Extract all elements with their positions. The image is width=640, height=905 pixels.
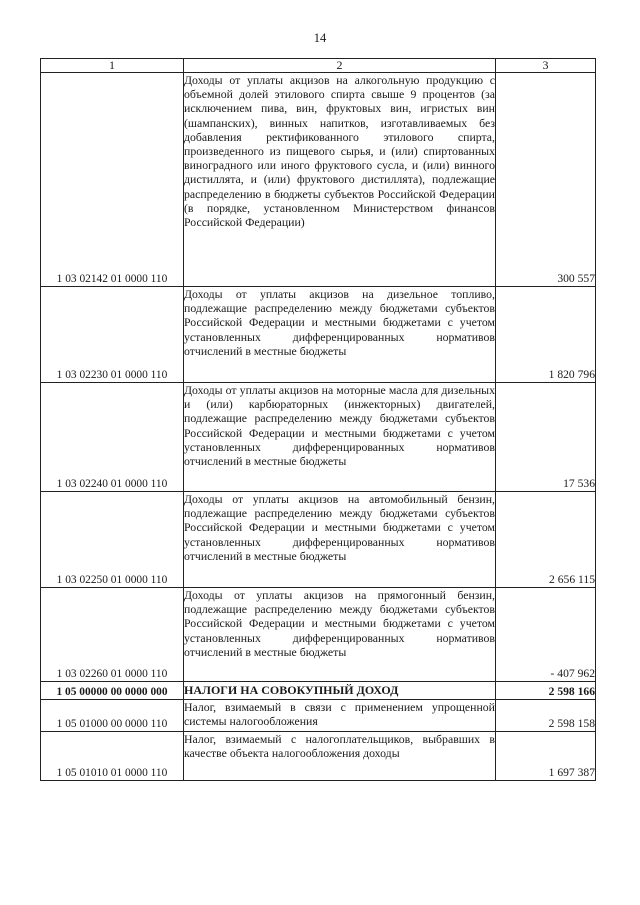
- table-row: [41, 492, 596, 588]
- amount-cell: 17 536: [496, 383, 596, 492]
- description-cell: Доходы от уплаты акцизов на алкогольную продукцию с объемной долей этилового спирта свыше 9 процентов (за исключением пива, вин, фруктовых вин, игристых вин (шампанских), винных напитков, изготавливаемых без добавления ректификованного этилового спирта, произведенного из пищевого сырья, и (или) спиртованных виноградного или иного фруктового сусла, и (или) винного дистиллята, и (или) фруктового дистиллята), подлежащие распределению в бюджеты субъектов Российской Федерации (в порядке, установленном Министерством финансов Российской Федерации): [184, 73, 496, 287]
- description-cell: Налог, взимаемый с налогоплательщиков, выбравших в качестве объекта налогообложения доходы: [184, 732, 496, 781]
- table-header-row: [41, 59, 596, 73]
- table-row: [41, 73, 596, 287]
- amount-cell: 1 697 387: [496, 732, 596, 781]
- table-row: [41, 732, 596, 781]
- table-row: [41, 287, 596, 383]
- column-header-description: 2: [184, 59, 496, 73]
- description-cell: Доходы от уплаты акцизов на дизельное топливо, подлежащие распределению между бюджетами субъектов Российской Федерации и местными бюджетами с учетом установленных дифференцированных нормативов отчислений в местные бюджеты: [184, 287, 496, 383]
- budget-code-cell: 1 03 02250 01 0000 110: [41, 492, 184, 588]
- amount-cell: 2 656 115: [496, 492, 596, 588]
- description-cell: Доходы от уплаты акцизов на прямогонный бензин, подлежащие распределению между бюджетами субъектов Российской Федерации и местными бюджетами с учетом установленных дифференцированных нормативов отчислений в местные бюджеты: [184, 588, 496, 682]
- page-number: 14: [313, 31, 327, 45]
- column-header-code: 1: [41, 59, 184, 73]
- description-cell: Доходы от уплаты акцизов на моторные масла для дизельных и (или) карбюраторных (инжекторных) двигателей, подлежащие распределению между бюджетами субъектов Российской Федерации и местными бюджетами с учетом установленных дифференцированных нормативов отчислений в местные бюджеты: [184, 383, 496, 492]
- table-row: [41, 700, 596, 732]
- budget-code-cell: 1 05 00000 00 0000 000: [41, 682, 184, 700]
- amount-cell: 2 598 166: [496, 682, 596, 700]
- section-title-cell: НАЛОГИ НА СОВОКУПНЫЙ ДОХОД: [184, 682, 496, 700]
- budget-code-cell: 1 05 01000 00 0000 110: [41, 700, 184, 732]
- description-cell: Налог, взимаемый в связи с применением упрощенной системы налогообложения: [184, 700, 496, 732]
- table-row: [41, 588, 596, 682]
- budget-code-cell: 1 05 01010 01 0000 110: [41, 732, 184, 781]
- table-row: [41, 383, 596, 492]
- column-header-amount: 3: [496, 59, 596, 73]
- amount-cell: - 407 962: [496, 588, 596, 682]
- budget-code-cell: 1 03 02230 01 0000 110: [41, 287, 184, 383]
- amount-cell: 2 598 158: [496, 700, 596, 732]
- table-row-section-total: [41, 682, 596, 700]
- revenue-table: [40, 58, 596, 781]
- budget-code-cell: 1 03 02260 01 0000 110: [41, 588, 184, 682]
- budget-code-cell: 1 03 02240 01 0000 110: [41, 383, 184, 492]
- budget-code-cell: 1 03 02142 01 0000 110: [41, 73, 184, 287]
- description-cell: Доходы от уплаты акцизов на автомобильный бензин, подлежащие распределению между бюджетами субъектов Российской Федерации и местными бюджетами с учетом установленных дифференцированных нормативов отчислений в местные бюджеты: [184, 492, 496, 588]
- amount-cell: 1 820 796: [496, 287, 596, 383]
- amount-cell: 300 557: [496, 73, 596, 287]
